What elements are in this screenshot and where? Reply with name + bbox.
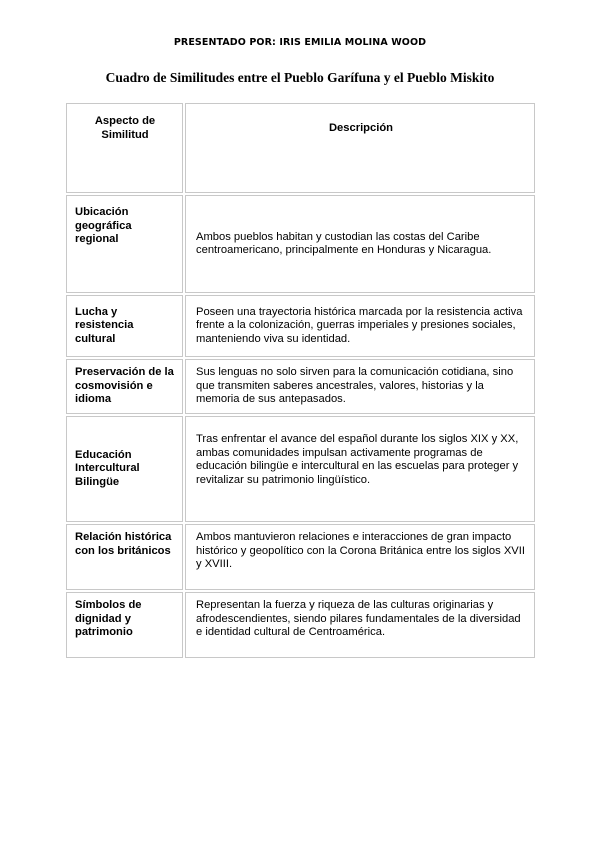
table-row: [66, 295, 535, 357]
table-row: [66, 359, 535, 414]
author-line: PRESENTADO POR: IRIS EMILIA MOLINA WOOD: [173, 37, 427, 48]
document-title: Cuadro de Similitudes entre el Pueblo Garífuna y el Pueblo Miskito: [105, 70, 495, 85]
similarities-table: [64, 101, 537, 660]
column-header-aspect: Aspecto de Similitud: [66, 103, 183, 193]
table-row: [66, 195, 535, 293]
row-description: Sus lenguas no solo sirven para la comunicación cotidiana, sino que transmiten saberes ancestrales, valores, historias y la memoria de sus antepasados.: [185, 359, 535, 414]
row-description: Poseen una trayectoria histórica marcada por la resistencia activa frente a la colonización, guerras imperiales y presiones sociales, manteniendo viva su identidad.: [185, 295, 535, 357]
row-aspect: Lucha y resistencia cultural: [66, 295, 183, 357]
row-description: Tras enfrentar el avance del español durante los siglos XIX y XX, ambas comunidades impulsan activamente programas de educación bilingüe e intercultural en las escuelas para proteger y revitalizar su patrimonio lingüístico.: [185, 416, 535, 522]
row-description: Ambos pueblos habitan y custodian las costas del Caribe centroamericano, principalmente en Honduras y Nicaragua.: [185, 195, 535, 293]
row-description: Representan la fuerza y riqueza de las culturas originarias y afrodescendientes, siendo pilares fundamentales de la diversidad e identidad cultural de Centroamérica.: [185, 592, 535, 658]
table-row: [66, 592, 535, 658]
similarities-table-container: [64, 101, 537, 660]
row-description: Ambos mantuvieron relaciones e interacciones de gran impacto histórico y geopolítico con la Corona Británica entre los siglos XVII y XVIII.: [185, 524, 535, 590]
column-header-description: Descripción: [185, 103, 535, 193]
row-aspect: Símbolos de dignidad y patrimonio: [66, 592, 183, 658]
row-aspect: Preservación de la cosmovisión e idioma: [66, 359, 183, 414]
row-aspect: Educación Intercultural Bilingüe: [66, 416, 183, 522]
table-header-row: [66, 103, 535, 193]
row-aspect: Relación histórica con los británicos: [66, 524, 183, 590]
table-row: [66, 524, 535, 590]
row-aspect: Ubicación geográfica regional: [66, 195, 183, 293]
table-row: [66, 416, 535, 522]
